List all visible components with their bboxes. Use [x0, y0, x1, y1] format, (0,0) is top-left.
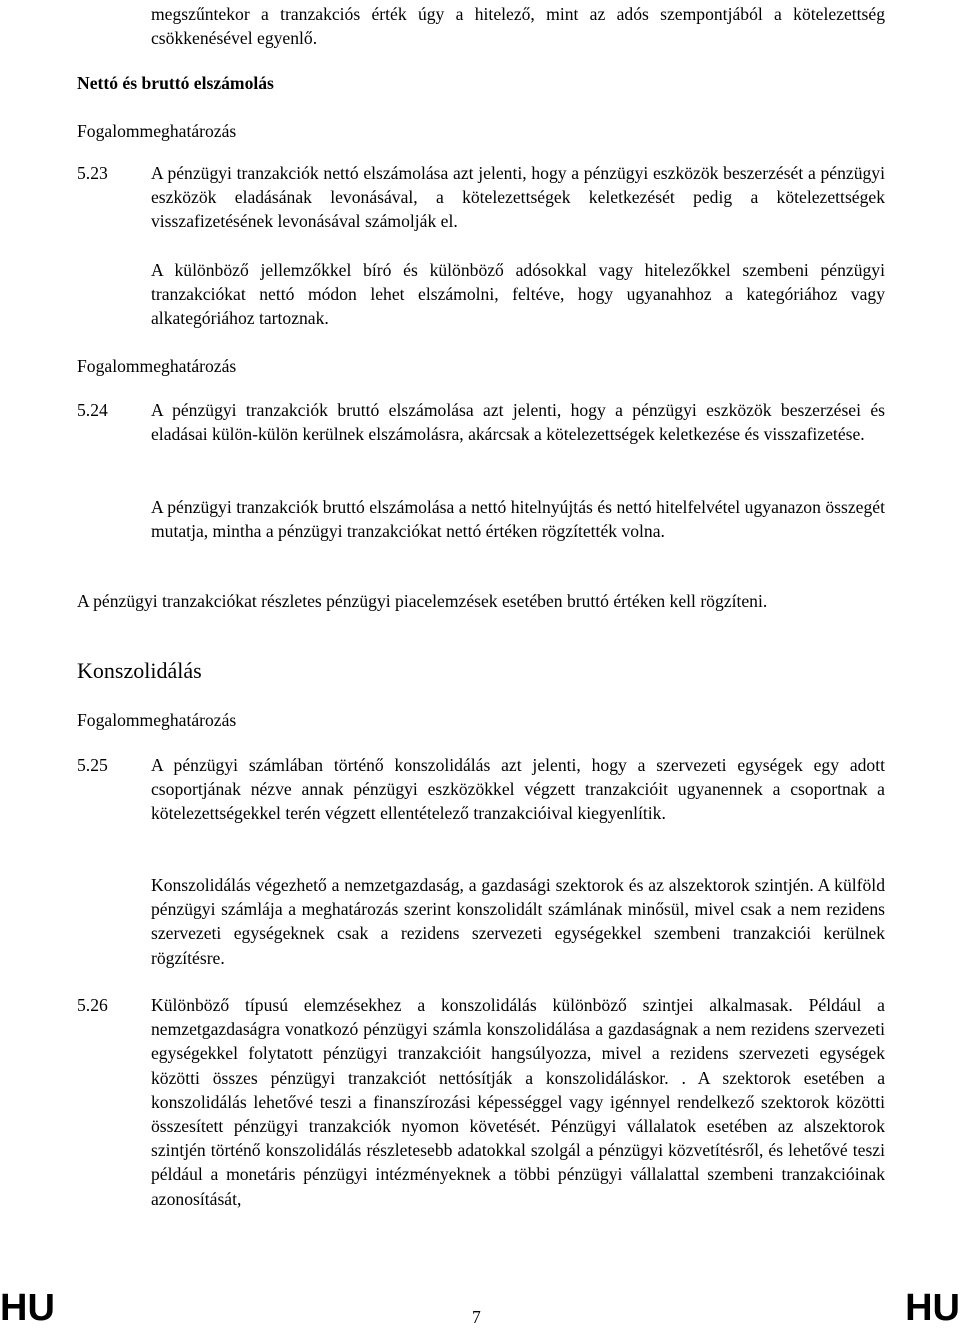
- footer-language-code-right: HU: [905, 1287, 960, 1329]
- item-number-5-26: 5.26: [77, 995, 108, 1015]
- item-number-5-24: 5.24: [77, 400, 108, 420]
- item-text-5-25: A pénzügyi számlában történő konszolidálás azt jelenti, hogy a szervezeti egységek egy adott csoportjának nézve annak pénzügyi eszközökkel végzett tranzakcióit ugyanennek a csoportnak a kötelezettségekkel terén végzett ellentételező tranzakcióival kiegyenlítik.: [151, 755, 885, 824]
- item-text-5-24-continued: A pénzügyi tranzakciók bruttó elszámolása a nettó hitelnyújtás és nettó hitelfelvétel ugyanazon összegét mutatja, mintha a pénzügyi tranzakciókat nettó értéken rögzítették volna.: [151, 497, 885, 542]
- item-text-5-23-continued: A különböző jellemzőkkel bíró és különböző adósokkal vagy hitelezőkkel szembeni pénzügyi tranzakciókat nettó módon lehet elszámolni, feltéve, hogy ugyanahhoz a kategóriához vagy alkategóriához tartoznak.: [151, 260, 885, 329]
- item-text-5-24: A pénzügyi tranzakciók bruttó elszámolása azt jelenti, hogy a pénzügyi eszközök beszerzései és eladásai külön-külön kerülnek elszámolásra, akárcsak a kötelezettségek keletkezése és visszafizetése.: [151, 400, 885, 445]
- definitions-label: Fogalommeghatározás: [77, 121, 237, 141]
- item-text-5-26: Különböző típusú elemzésekhez a konszolidálás különböző szintjei alkalmasak. Például a nemzetgazdaságra vonatkozó pénzügyi számla konszolidálása a gazdaságnak a nem rezidens szervezeti egységekkel folytatott pénzügyi tranzakcióit hangsúlyozza, mivel a rezidens szervezeti egységek közötti összes pénzügyi tranzakciót nettósítják a konszolidáláskor. . A szektorok esetében a konszolidálás lehetővé teszi a finanszírozási képességgel vagy igénnyel rendelkező szektorok közötti összesített pénzügyi tranzakciók nyomon követését. Pénzügyi vállalatok esetében az alszektorok szintjén történő konszolidálás részletesebb adatokkal szolgál a pénzügyi közvetítésről, és lehetővé teszi például a monetáris pénzügyi intézményeknek a többi pénzügyi vállalattal szembeni tranzakcióinak azonosítását,: [151, 995, 885, 1209]
- item-number-5-25: 5.25: [77, 755, 108, 775]
- section-title-konszolidalas: Konszolidálás: [77, 658, 202, 683]
- intro-paragraph: megszűntekor a tranzakciós érték úgy a hitelező, mint az adós szempontjából a kötelezettség csökkenésével egyenlő.: [151, 4, 885, 49]
- footer-language-code-left: HU: [0, 1287, 55, 1329]
- closing-paragraph: A pénzügyi tranzakciókat részletes pénzügyi piacelemzések esetében bruttó értéken kell rögzíteni.: [77, 591, 768, 611]
- definitions-label: Fogalommeghatározás: [77, 356, 237, 376]
- section-title-netto-brutto: Nettó és bruttó elszámolás: [77, 73, 274, 93]
- item-number-5-23: 5.23: [77, 163, 108, 183]
- page-number: 7: [472, 1307, 481, 1327]
- item-text-5-25-continued: Konszolidálás végezhető a nemzetgazdaság, a gazdasági szektorok és az alszektorok szintjén. A külföld pénzügyi számlája a meghatározás szerint konszolidált számlának minősül, mivel csak a nem rezidens szervezeti egységeknek csak a rezidens szervezeti egységekkel szembeni tranzakciói kerülnek rögzítésre.: [151, 875, 885, 968]
- definitions-label: Fogalommeghatározás: [77, 710, 237, 730]
- item-text-5-23: A pénzügyi tranzakciók nettó elszámolása azt jelenti, hogy a pénzügyi eszközök beszerzését a pénzügyi eszközök eladásának levonásával, a kötelezettségek keletkezését pedig a kötelezettségek visszafizetésének levonásával számolják el.: [151, 163, 885, 232]
